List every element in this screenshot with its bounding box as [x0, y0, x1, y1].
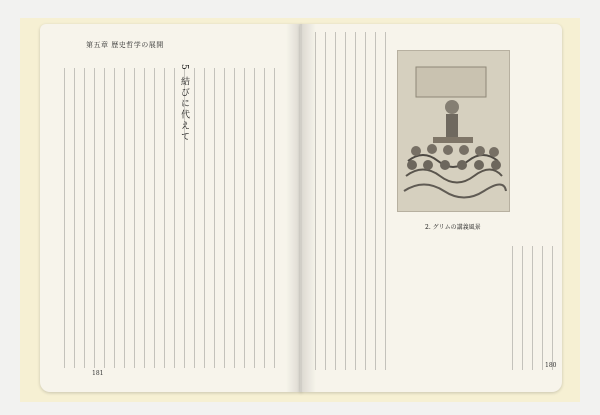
left-page-section-heading: 5 結びに代えて — [179, 64, 189, 143]
illustration-caption: 2. グリムの講義風景 — [425, 224, 481, 231]
left-page-text-block — [64, 68, 284, 368]
lecture-illustration-svg — [398, 51, 509, 211]
book-gutter — [286, 24, 316, 392]
right-page-text-block-left — [315, 32, 393, 370]
left-page-header: 第五章 歴史哲学の展開 — [86, 41, 164, 49]
right-page-text-block-bottom — [512, 246, 556, 370]
right-page-number: 180 — [545, 362, 557, 369]
lecture-illustration — [397, 50, 510, 212]
left-page — [40, 24, 302, 392]
left-page-number: 181 — [92, 370, 104, 377]
